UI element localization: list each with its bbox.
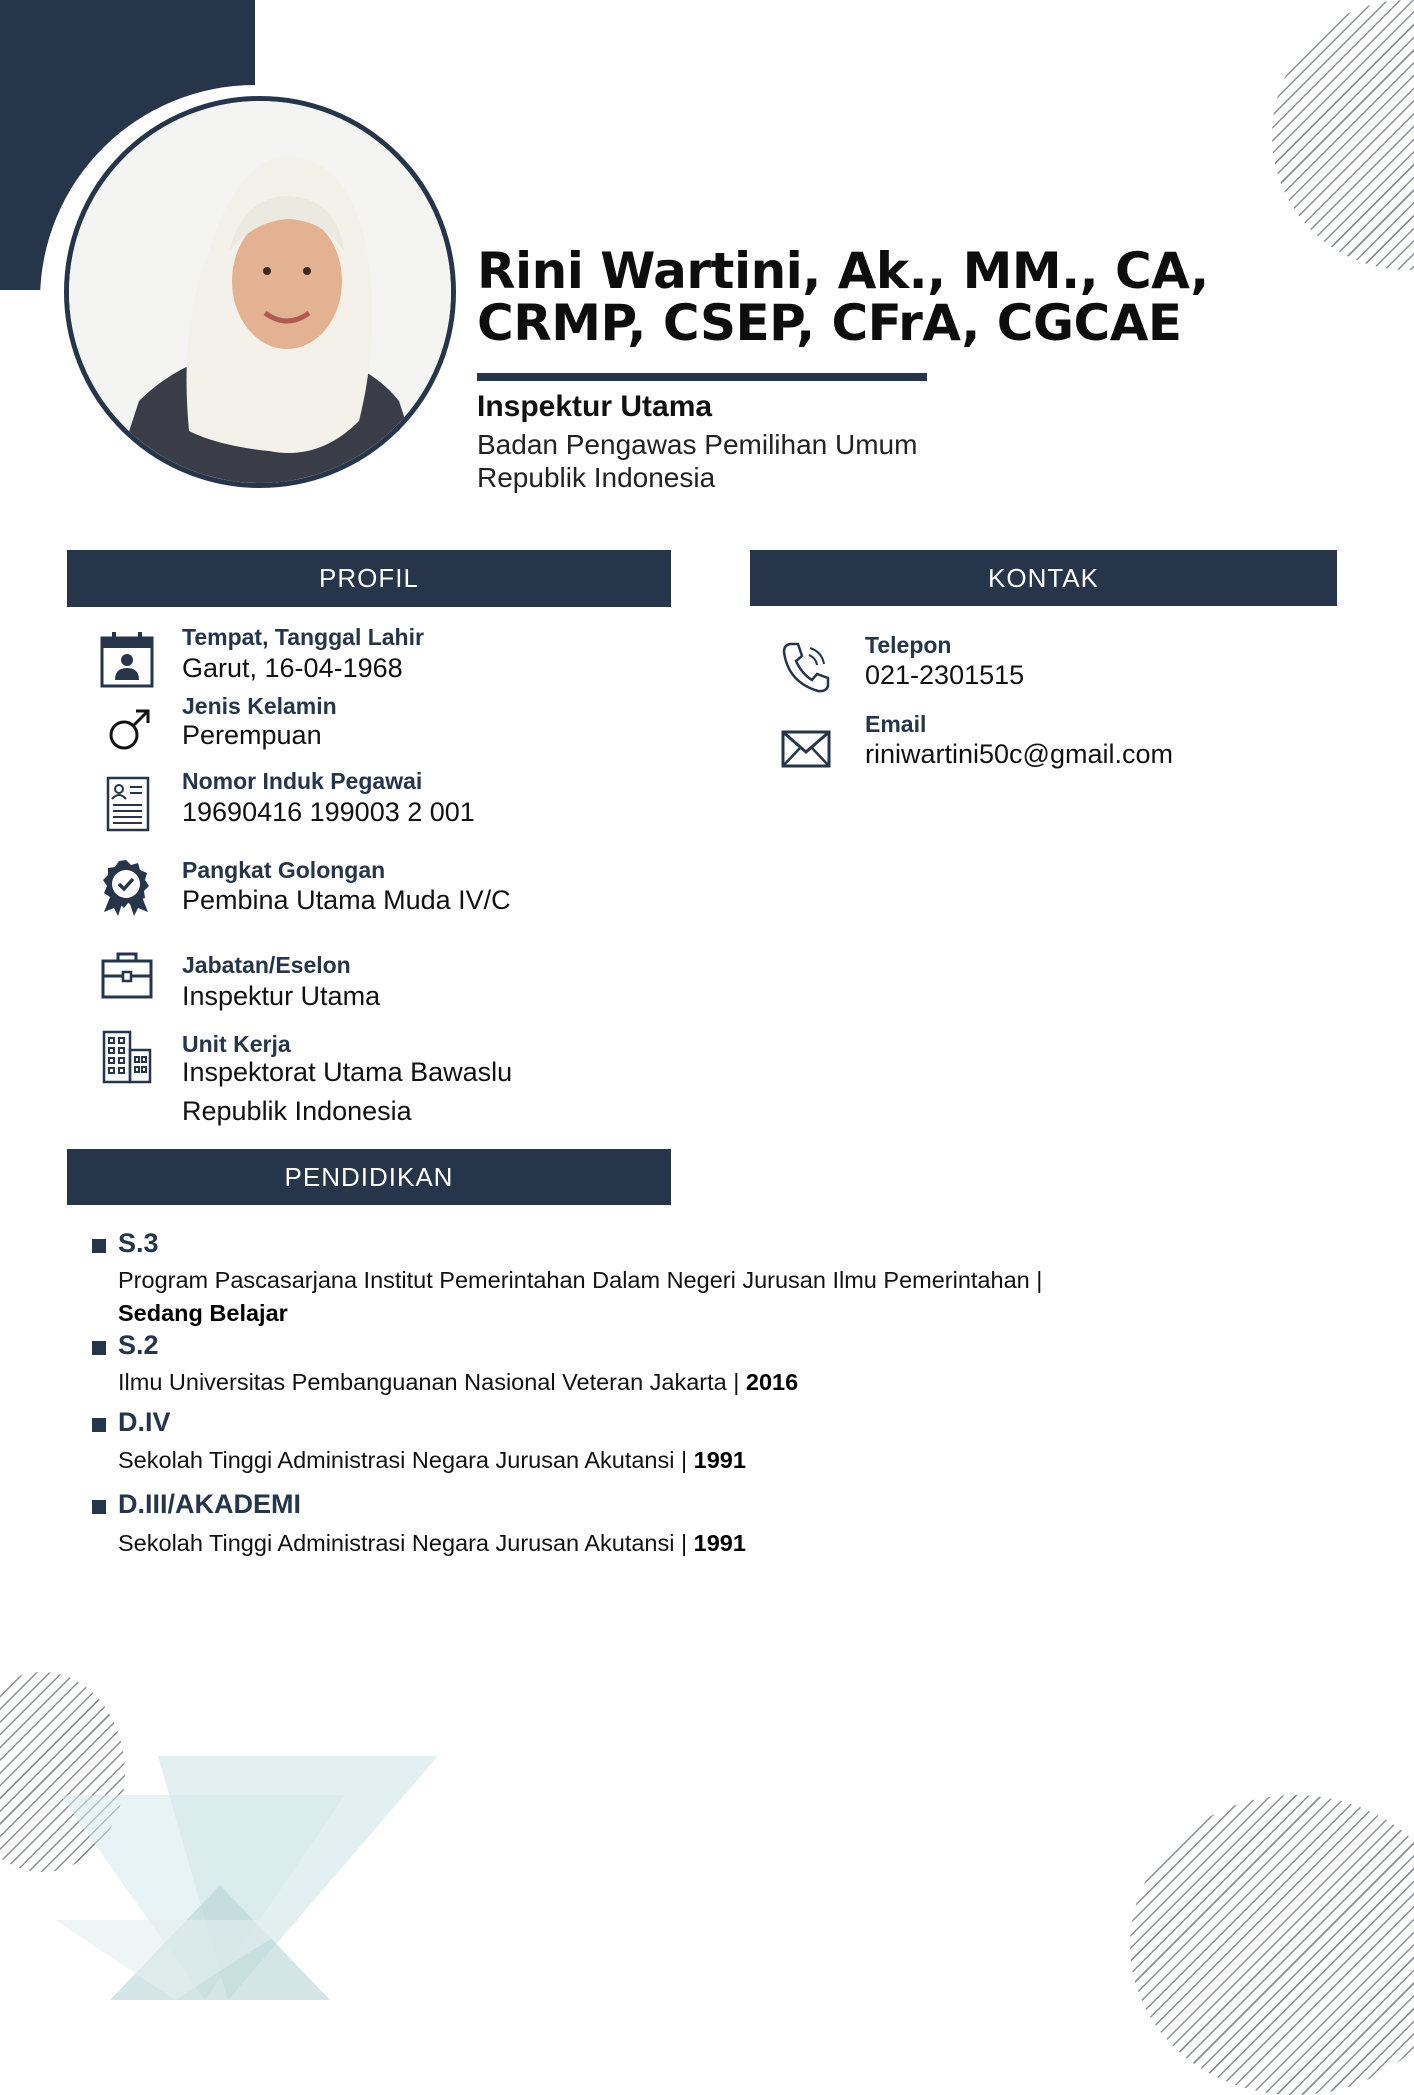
phone-label: Telepon (865, 632, 952, 658)
edu-desc-d3-text: Sekolah Tinggi Administrasi Negara Jurusan Akutansi | (118, 1530, 694, 1556)
org-line-1: Badan Pengawas Pemilihan Umum (477, 429, 918, 460)
email-value[interactable]: riniwartini50c@gmail.com (865, 739, 1173, 769)
edu-desc-d3 (118, 1527, 1058, 1560)
name-divider (477, 373, 927, 381)
section-header-profil: PROFIL (67, 550, 671, 607)
triangle-decoration (0, 1740, 460, 2000)
nip-label: Nomor Induk Pegawai (182, 768, 423, 794)
rank-label: Pangkat Golongan (182, 857, 386, 883)
hatched-circle-top-right (1272, 0, 1414, 270)
edu-desc-s3-text: Program Pascasarjana Institut Pemerintahan Dalam Negeri Jurusan Ilmu Pemerintahan | (118, 1267, 1043, 1293)
edu-level-s2: S.2 (118, 1330, 159, 1360)
bullet (92, 1500, 106, 1514)
hatched-circle-bottom-right (1130, 1795, 1414, 2095)
gender-value: Perempuan (182, 720, 322, 750)
unit-value-line1: Inspektorat Utama Bawaslu (182, 1057, 513, 1087)
phone-value[interactable]: 021-2301515 (865, 660, 1025, 690)
edu-desc-s2-text: Ilmu Universitas Pembanguanan Nasional Veteran Jakarta | (118, 1369, 746, 1395)
org-line-2: Republik Indonesia (477, 462, 716, 493)
unit-value-line2: Republik Indonesia (182, 1096, 412, 1126)
gender-label: Jenis Kelamin (182, 693, 337, 719)
job-title: Inspektur Utama (477, 390, 713, 423)
section-header-pendidikan: PENDIDIKAN (67, 1149, 671, 1205)
edu-desc-d4 (118, 1444, 1058, 1477)
briefcase-icon (100, 950, 154, 1000)
calendar-person-icon (98, 630, 156, 688)
edu-year-s2: 2016 (745, 1369, 799, 1395)
envelope-icon (781, 730, 831, 768)
edu-desc-s2 (118, 1366, 1058, 1399)
position-label: Jabatan/Eselon (182, 952, 351, 978)
edu-level-s3: S.3 (118, 1228, 159, 1258)
section-header-kontak: KONTAK (750, 550, 1337, 606)
ttl-label: Tempat, Tanggal Lahir (182, 624, 424, 650)
email-label: Email (865, 711, 927, 737)
id-document-icon (102, 775, 152, 833)
name-line-1: Rini Wartini, Ak., MM., CA, (477, 242, 1209, 300)
bullet (92, 1341, 106, 1355)
badge-check-icon (100, 858, 152, 918)
organization (477, 428, 1077, 494)
edu-year-d3: 1991 (693, 1530, 746, 1556)
male-symbol-icon (107, 706, 153, 752)
person-name (477, 242, 1377, 352)
profile-photo (64, 96, 456, 488)
building-icon (100, 1028, 154, 1084)
unit-label: Unit Kerja (182, 1031, 291, 1057)
nip-value: 19690416 199003 2 001 (182, 797, 475, 827)
name-line-2: CRMP, CSEP, CFrA, CGCAE (477, 294, 1182, 352)
rank-value: Pembina Utama Muda IV/C (182, 885, 511, 915)
edu-level-d4: D.IV (118, 1407, 171, 1437)
bullet (92, 1239, 106, 1253)
bullet (92, 1418, 106, 1432)
edu-year-d4: 1991 (693, 1447, 746, 1473)
edu-level-d3: D.III/AKADEMI (118, 1489, 302, 1519)
edu-desc-d4-text: Sekolah Tinggi Administrasi Negara Jurusan Akutansi | (118, 1447, 694, 1473)
edu-desc-s3 (118, 1264, 1058, 1330)
ttl-value: Garut, 16-04-1968 (182, 653, 403, 683)
position-value: Inspektur Utama (182, 981, 381, 1011)
phone-icon (780, 640, 830, 694)
edu-status-s3: Sedang Belajar (118, 1300, 288, 1326)
